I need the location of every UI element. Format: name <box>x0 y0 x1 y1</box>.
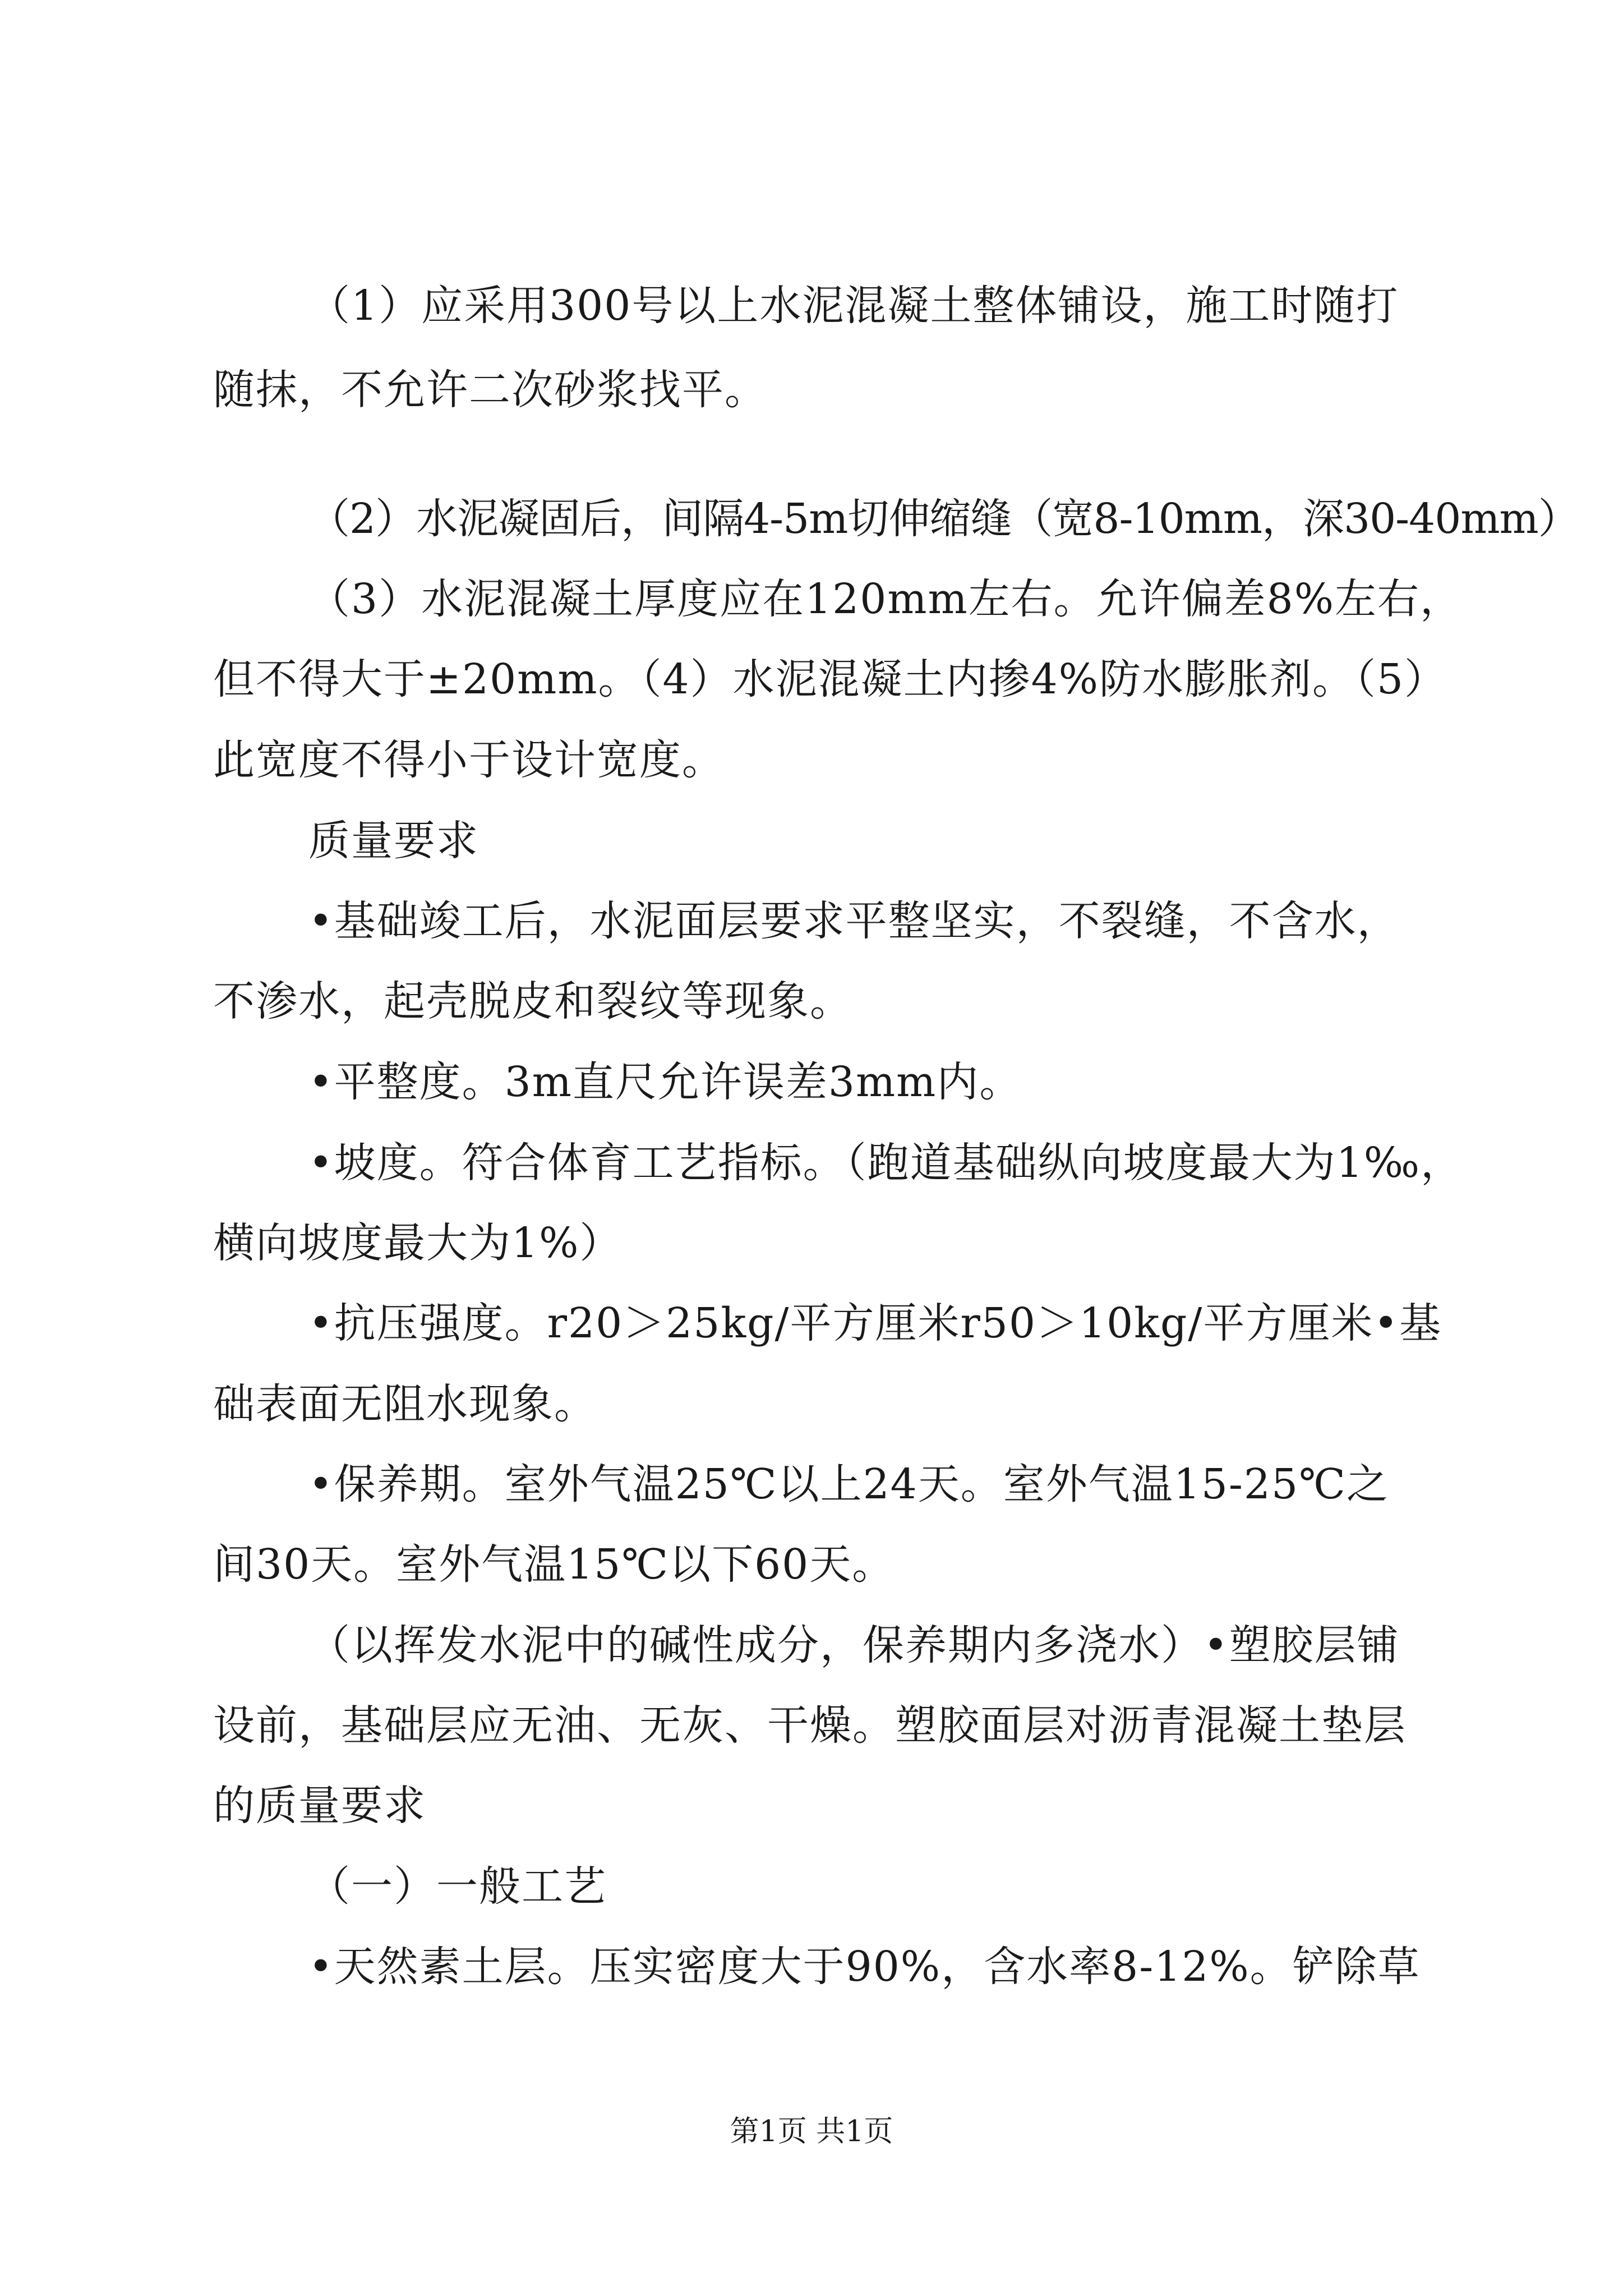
bullet-line: •抗压强度。r20＞25kg/平方厘米r50＞10kg/平方厘米•基 <box>308 1299 1442 1347</box>
paragraph-line: （3）水泥混凝土厚度应在120mm左右。允许偏差8%左右， <box>308 575 1463 623</box>
paragraph-line: 随抹，不允许二次砂浆找平。 <box>213 366 767 414</box>
page-footer: 第1页 共1页 <box>730 2115 893 2148</box>
bullet-line: •基础竣工后，水泥面层要求平整坚实，不裂缝，不含水， <box>308 897 1400 945</box>
paragraph-line: 间30天。室外气温15℃以下60天。 <box>213 1540 895 1589</box>
paragraph-line: （2）水泥凝固后，间隔4-5m切伸缩缝（宽8-10mm，深30-40mm） <box>308 495 1579 543</box>
paragraph-line: 不渗水，起壳脱皮和裂纹等现象。 <box>213 977 852 1025</box>
paragraph-line: 础表面无阻水现象。 <box>213 1380 597 1428</box>
bullet-line: •平整度。3m直尺允许误差3mm内。 <box>308 1058 1022 1106</box>
paragraph-line: 但不得大于±20mm。（4）水泥混凝土内掺4%防水膨胀剂。（5） <box>213 655 1447 703</box>
paragraph-line: （以挥发水泥中的碱性成分，保养期内多浇水）•塑胶层铺 <box>308 1621 1400 1669</box>
paragraph-line: 此宽度不得小于设计宽度。 <box>213 736 725 784</box>
bullet-line: •坡度。符合体育工艺指标。（跑道基础纵向坡度最大为1‰， <box>308 1139 1464 1187</box>
paragraph-line: 设前，基础层应无油、无灰、干燥。塑胶面层对沥青混凝土垫层 <box>213 1701 1407 1750</box>
paragraph-line: 的质量要求 <box>213 1782 426 1830</box>
paragraph-line: 横向坡度最大为1%） <box>213 1219 623 1267</box>
bullet-line: •天然素土层。压实密度大于90%，含水率8-12%。铲除草 <box>308 1943 1421 1991</box>
section-heading: 质量要求 <box>308 817 479 865</box>
section-heading: （一）一般工艺 <box>308 1862 607 1911</box>
paragraph-line: （1）应采用300号以上水泥混凝土整体铺设，施工时随打 <box>308 282 1399 330</box>
bullet-line: •保养期。室外气温25℃以上24天。室外气温15-25℃之 <box>308 1460 1389 1508</box>
